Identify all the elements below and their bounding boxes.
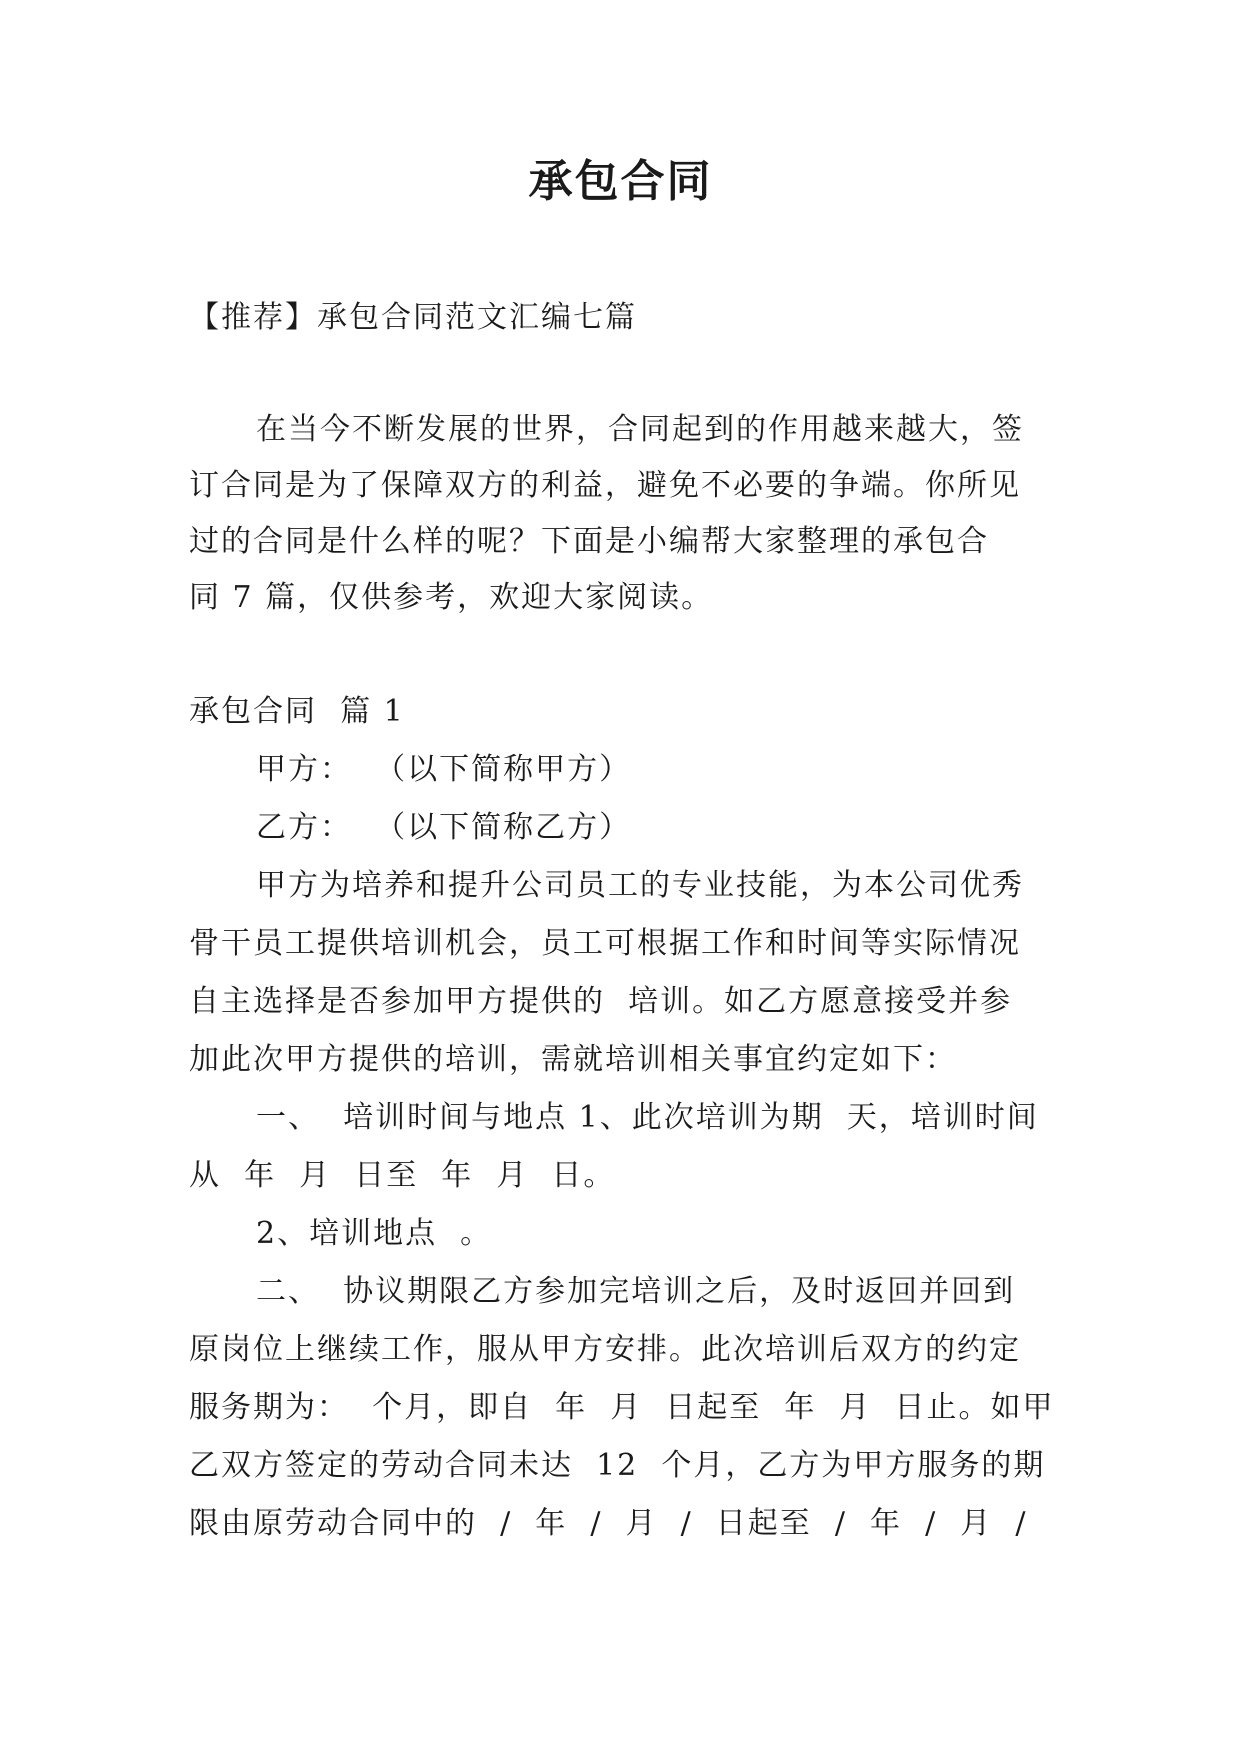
body-line-5: 自主选择是否参加甲方提供的 培训。如乙方愿意接受并参	[189, 984, 1013, 1019]
body-line-4: 骨干员工提供培训机会，员工可根据工作和时间等实际情况	[189, 926, 1021, 961]
body-line-2: 乙方： （以下简称乙方）	[256, 810, 632, 845]
body-line-10: 二、 协议期限乙方参加完培训之后，及时返回并回到	[256, 1274, 1016, 1309]
body-line-12: 服务期为： 个月，即自 年 月 日起至 年 月 日止。如甲	[189, 1390, 1055, 1425]
body-line-13: 乙双方签定的劳动合同未达 12 个月，乙方为甲方服务的期	[189, 1448, 1046, 1483]
document-subtitle: 【推荐】承包合同范文汇编七篇	[189, 300, 637, 335]
intro-line-4: 同 7 篇，仅供参考，欢迎大家阅读。	[189, 580, 714, 615]
body-line-8: 从 年 月 日至 年 月 日。	[189, 1158, 616, 1193]
body-line-9: 2、培训地点 。	[256, 1216, 493, 1251]
intro-line-3: 过的合同是什么样的呢？下面是小编帮大家整理的承包合	[189, 524, 989, 559]
section-heading: 承包合同 篇 1	[189, 694, 405, 729]
body-line-7: 一、 培训时间与地点 1、此次培训为期 天，培训时间	[256, 1100, 1039, 1135]
body-line-14: 限由原劳动合同中的 / 年 / 月 / 日起至 / 年 / 月 /	[189, 1506, 1028, 1541]
body-line-1: 甲方： （以下简称甲方）	[256, 752, 632, 787]
body-line-11: 原岗位上继续工作，服从甲方安排。此次培训后双方的约定	[189, 1332, 1021, 1367]
body-line-3: 甲方为培养和提升公司员工的专业技能，为本公司优秀	[256, 868, 1024, 903]
intro-line-1: 在当今不断发展的世界，合同起到的作用越来越大，签	[256, 412, 1024, 447]
body-line-6: 加此次甲方提供的培训，需就培训相关事宜约定如下：	[189, 1042, 957, 1077]
intro-line-2: 订合同是为了保障双方的利益，避免不必要的争端。你所见	[189, 468, 1021, 503]
document-title: 承包合同	[528, 156, 713, 207]
